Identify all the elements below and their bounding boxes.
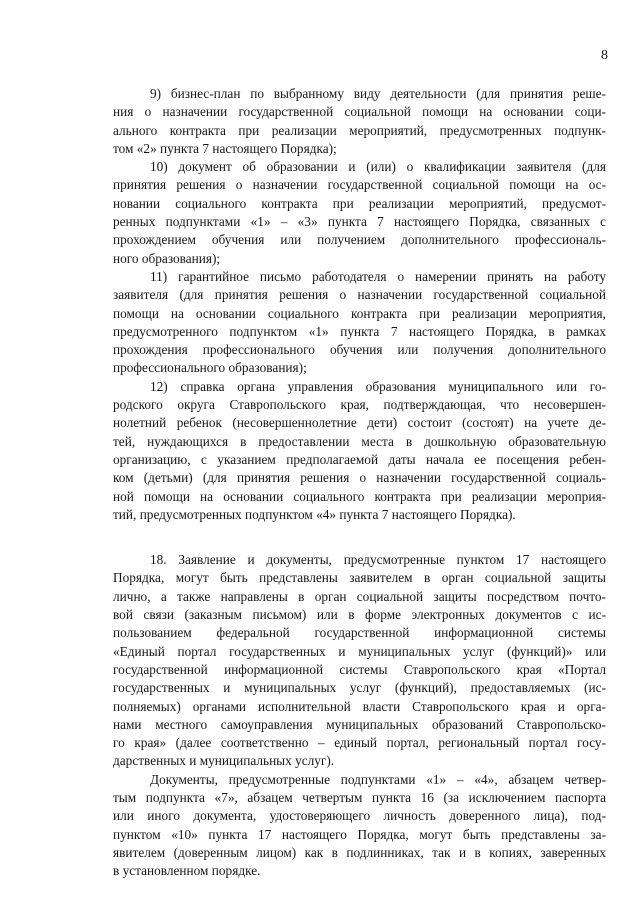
paragraph-line: предусмотренного подпунктом «1» пункта 7 настоящего Порядка, в рамках bbox=[113, 323, 606, 339]
paragraph-line: 18. Заявление и документы, предусмотренные пунктом 17 настоящего bbox=[150, 552, 606, 568]
paragraph-line: явителем (доверенным лицом) как в подлинниках, так и в копиях, заверенных bbox=[113, 844, 606, 860]
paragraph-line: ного образования); bbox=[113, 250, 221, 266]
paragraph-line: «Единый портал государственных и муниципальных услуг (функций)» или bbox=[113, 643, 606, 659]
document-body bbox=[113, 85, 606, 880]
section-gap bbox=[113, 524, 606, 551]
paragraph-line: ренных подпунктами «1» – «3» пункта 7 настоящего Порядка, связанных с bbox=[113, 214, 606, 230]
paragraph-line: тей, нуждающихся в предоставлении места в дошкольную образовательную bbox=[113, 433, 606, 449]
paragraph-line: 10) документ об образовании и (или) о квалификации заявителя (для bbox=[150, 159, 606, 175]
paragraph-line: тым подпункта «7», абзацем четвертым пункта 16 (за исключением паспорта bbox=[113, 789, 606, 805]
paragraph-line: полняемых) органами исполнительной власти Ставропольского края и орга- bbox=[113, 698, 606, 714]
paragraph-line: го края» (далее соответственно – единый портал, региональный портал госу- bbox=[113, 735, 606, 751]
paragraph-line: прохождением обучения или получением дополнительного профессиональ- bbox=[113, 232, 606, 248]
paragraph-line: нами местного самоуправления муниципальных образований Ставропольско- bbox=[113, 716, 606, 732]
paragraph-line: 12) справка органа управления образования муниципального или го- bbox=[150, 378, 606, 394]
paragraph bbox=[113, 551, 606, 771]
paragraph-line: принятия решения о назначении государственной социальной помощи на ос- bbox=[113, 177, 606, 193]
paragraph-line: заявителя (для принятия решения о назначении государственной социальной bbox=[113, 287, 606, 303]
paragraph bbox=[113, 378, 606, 524]
paragraph-line: новании социального контракта при реализации мероприятий, предусмот- bbox=[113, 195, 606, 211]
paragraph bbox=[113, 85, 606, 158]
paragraph-line: родского округа Ставропольского края, подтверждающая, что несовершен- bbox=[113, 397, 606, 413]
paragraph-line: ния о назначении государственной социальной помощи на основании соци- bbox=[113, 104, 606, 120]
paragraph-line: лично, а также направлены в орган социальной защиты посредством почто- bbox=[113, 588, 606, 604]
paragraph-line: Документы, предусмотренные подпунктами «1» – «4», абзацем четвер- bbox=[150, 771, 606, 787]
paragraph-line: или иного документа, удостоверяющего личность доверенного лица), под- bbox=[113, 808, 606, 824]
paragraph-line: ком (детьми) (для принятия решения о назначении государственной социаль- bbox=[113, 470, 606, 486]
paragraph-line: ной помощи на основании социального контракта при реализации мероприя- bbox=[113, 488, 606, 504]
paragraph bbox=[113, 158, 606, 268]
paragraph-line: прохождения профессионального обучения или получения дополнительного bbox=[113, 342, 606, 358]
paragraph-line: том «2» пункта 7 настоящего Порядка); bbox=[113, 140, 337, 156]
page-number: 8 bbox=[601, 48, 608, 63]
paragraph-line: 9) бизнес-план по выбранному виду деятельности (для принятия реше- bbox=[150, 86, 606, 101]
paragraph-line: государственной информационной системы Ставропольского края «Портал bbox=[113, 661, 606, 677]
paragraph-line: 11) гарантийное письмо работодателя о намерении принять на работу bbox=[150, 268, 606, 284]
paragraph-line: помощи на основании социального контракта при реализации мероприятия, bbox=[113, 305, 606, 321]
paragraph-line: Порядка, могут быть представлены заявителем в орган социальной защиты bbox=[113, 570, 606, 586]
paragraph-line: нолетний ребенок (несовершеннолетние дети) состоит (состоят) на учете де- bbox=[113, 415, 606, 431]
paragraph-line: дарственных и муниципальных услуг). bbox=[113, 753, 335, 769]
paragraph-line: тий, предусмотренных подпунктом «4» пункта 7 настоящего Порядка). bbox=[113, 506, 516, 522]
paragraph-line: вой связи (заказным письмом) или в форме электронных документов с ис- bbox=[113, 607, 606, 623]
paragraph-line: пользованием федеральной государственной информационной системы bbox=[113, 625, 606, 641]
paragraph bbox=[113, 268, 606, 378]
paragraph bbox=[113, 771, 606, 881]
paragraph-line: ального контракта при реализации мероприятий, предусмотренных подпунк- bbox=[113, 122, 606, 138]
paragraph-line: в установленном порядке. bbox=[113, 863, 261, 879]
paragraph-line: пунктом «10» пункта 17 настоящего Порядка, могут быть представлены за- bbox=[113, 826, 606, 842]
paragraph-line: профессионального образования); bbox=[113, 360, 307, 376]
paragraph-line: государственных и муниципальных услуг (функций), предоставляемых (ис- bbox=[113, 680, 606, 696]
paragraph-line: организацию, с указанием предполагаемой даты начала ее посещения ребен- bbox=[113, 451, 606, 467]
